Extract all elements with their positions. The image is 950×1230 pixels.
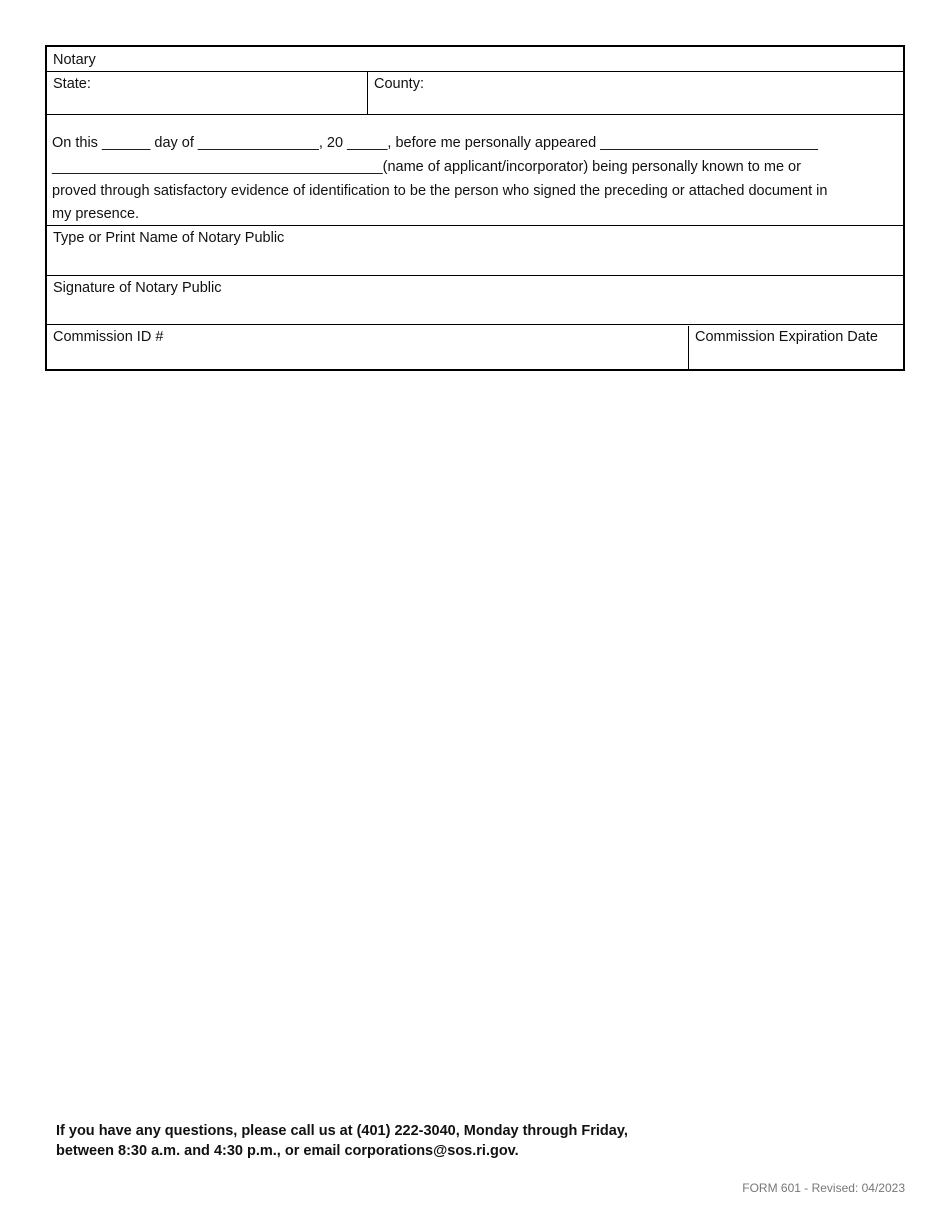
contact-line-1: If you have any questions, please call us at (401) 222-3040, Monday through Friday, [56, 1123, 628, 1139]
form-revision-id: FORM 601 - Revised: 04/2023 [742, 1181, 905, 1195]
county-field-label: County: [374, 76, 424, 92]
commission-id-label: Commission ID # [53, 329, 164, 345]
divider [47, 114, 903, 115]
print-name-field[interactable] [47, 226, 903, 275]
contact-info [56, 1122, 628, 1161]
statement-line-2: _________________________________________(name of applicant/incorporator) being personally known to me or [52, 159, 801, 175]
commission-id-field[interactable] [47, 326, 688, 369]
state-field[interactable] [47, 72, 367, 114]
statement-line-3: proved through satisfactory evidence of identification to be the person who signed the preceding or attached document in [52, 183, 828, 199]
divider [47, 324, 903, 325]
notary-heading: Notary [53, 52, 96, 68]
notary-statement [52, 131, 895, 225]
contact-line-2: between 8:30 a.m. and 4:30 p.m., or email corporations@sos.ri.gov. [56, 1142, 519, 1159]
state-field-label: State: [53, 76, 91, 92]
county-field[interactable] [368, 72, 903, 114]
commission-expiration-field[interactable] [689, 326, 903, 369]
statement-line-1: On this ______ day of _______________, 20 _____, before me personally appeared ___________________________ [52, 135, 818, 151]
notary-section [45, 45, 905, 371]
statement-line-4: my presence. [52, 206, 140, 222]
commission-expiration-label: Commission Expiration Date [695, 329, 878, 345]
signature-field[interactable] [47, 276, 903, 325]
print-name-label: Type or Print Name of Notary Public [53, 230, 285, 246]
signature-label: Signature of Notary Public [53, 280, 222, 296]
